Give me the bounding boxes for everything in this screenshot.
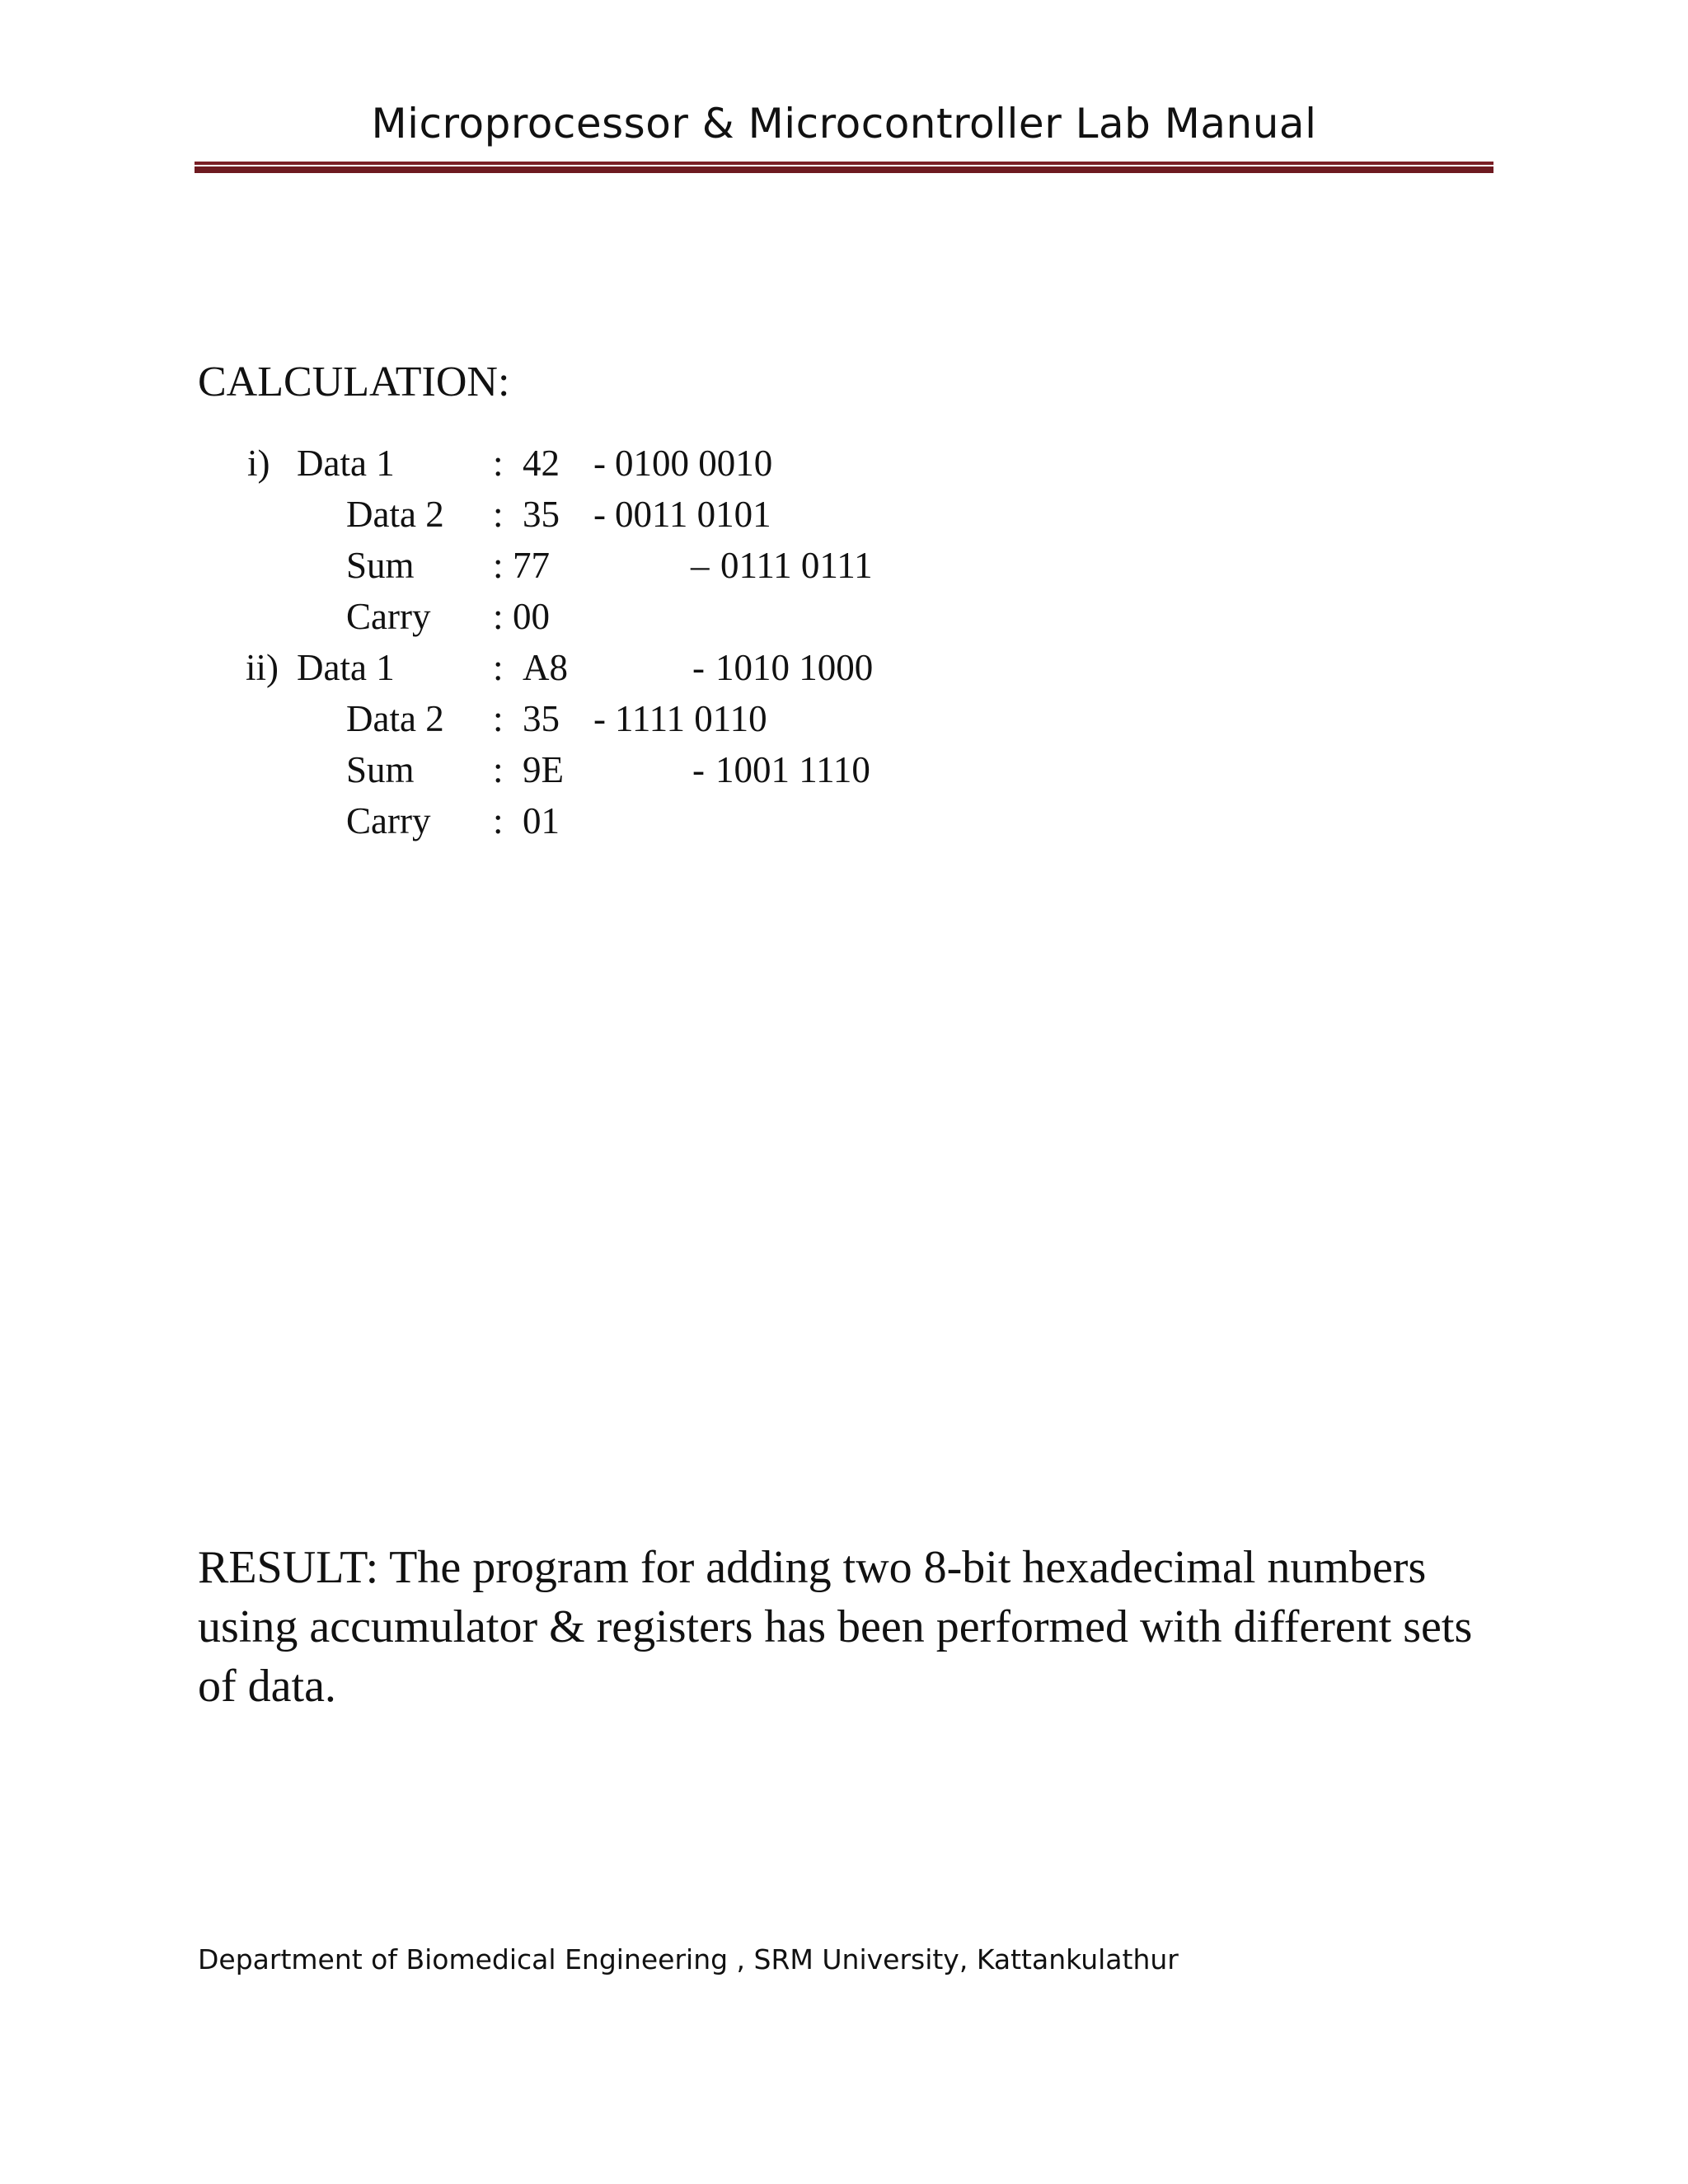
set-2-data1-binary: 1010 1000 <box>715 647 874 688</box>
set-1-data1-sep: - <box>593 443 606 484</box>
set-1-data2-name: Data 2 <box>346 494 444 535</box>
page-footer: Department of Biomedical Engineering , SRM University, Kattankulathur <box>198 1943 1179 1975</box>
header-divider-thick-line <box>195 166 1493 173</box>
set-1-carry-name: Carry <box>346 596 431 637</box>
set-1-sum-hex: 77 <box>513 545 550 586</box>
set-2-sum-colon: : <box>493 749 504 790</box>
set-1-carry-hex: 00 <box>513 596 550 637</box>
set-1-carry-colon: : <box>493 596 504 637</box>
set-1-data2-colon: : <box>493 494 504 535</box>
set-2-carry-name: Carry <box>346 800 431 841</box>
set-1-data1-colon: : <box>493 443 504 484</box>
set-2-carry-colon: : <box>493 800 504 841</box>
set-2-sum-binary: 1001 1110 <box>715 749 870 790</box>
set-1-sum-binary: 0111 0111 <box>720 545 873 586</box>
set-1-data1-binary: 0100 0010 <box>615 443 773 484</box>
set-1-data2-hex: 35 <box>523 494 560 535</box>
set-2-data2-binary: 1111 0110 <box>615 698 767 739</box>
set-2-sum-hex: 9E <box>523 749 564 790</box>
set-2-carry-hex: 01 <box>523 800 560 841</box>
calculation-heading: CALCULATION: <box>198 359 510 405</box>
set-2-data1-colon: : <box>493 647 504 688</box>
set-1-data2-sep: - <box>593 494 606 535</box>
set-1-sum-name: Sum <box>346 545 415 586</box>
set-2-data2-sep: - <box>593 698 606 739</box>
set-1-data1-name: Data 1 <box>297 443 395 484</box>
result-paragraph: RESULT: The program for adding two 8-bit hexadecimal numbers using accumulator & registers has been performed with different sets of data. <box>198 1542 1473 1712</box>
set-2-sum-sep: - <box>692 749 705 790</box>
set-1-sum-colon: : <box>493 545 504 586</box>
set-1-label: i) <box>247 443 270 484</box>
set-2-data1-sep: - <box>692 647 705 688</box>
set-2-data2-hex: 35 <box>523 698 560 739</box>
header-divider-thin-line <box>195 162 1493 165</box>
set-2-sum-name: Sum <box>346 749 415 790</box>
set-2-label: ii) <box>246 647 279 688</box>
set-1-data2-binary: 0011 0101 <box>615 494 771 535</box>
set-1-data1-hex: 42 <box>523 443 560 484</box>
set-2-data2-name: Data 2 <box>346 698 444 739</box>
page-header-title: Microprocessor & Microcontroller Lab Manual <box>371 100 1317 148</box>
set-2-data1-name: Data 1 <box>297 647 395 688</box>
header-divider <box>195 162 1493 173</box>
set-2-data1-hex: A8 <box>523 647 568 688</box>
set-1-sum-sep: – <box>691 545 710 586</box>
set-2-data2-colon: : <box>493 698 504 739</box>
